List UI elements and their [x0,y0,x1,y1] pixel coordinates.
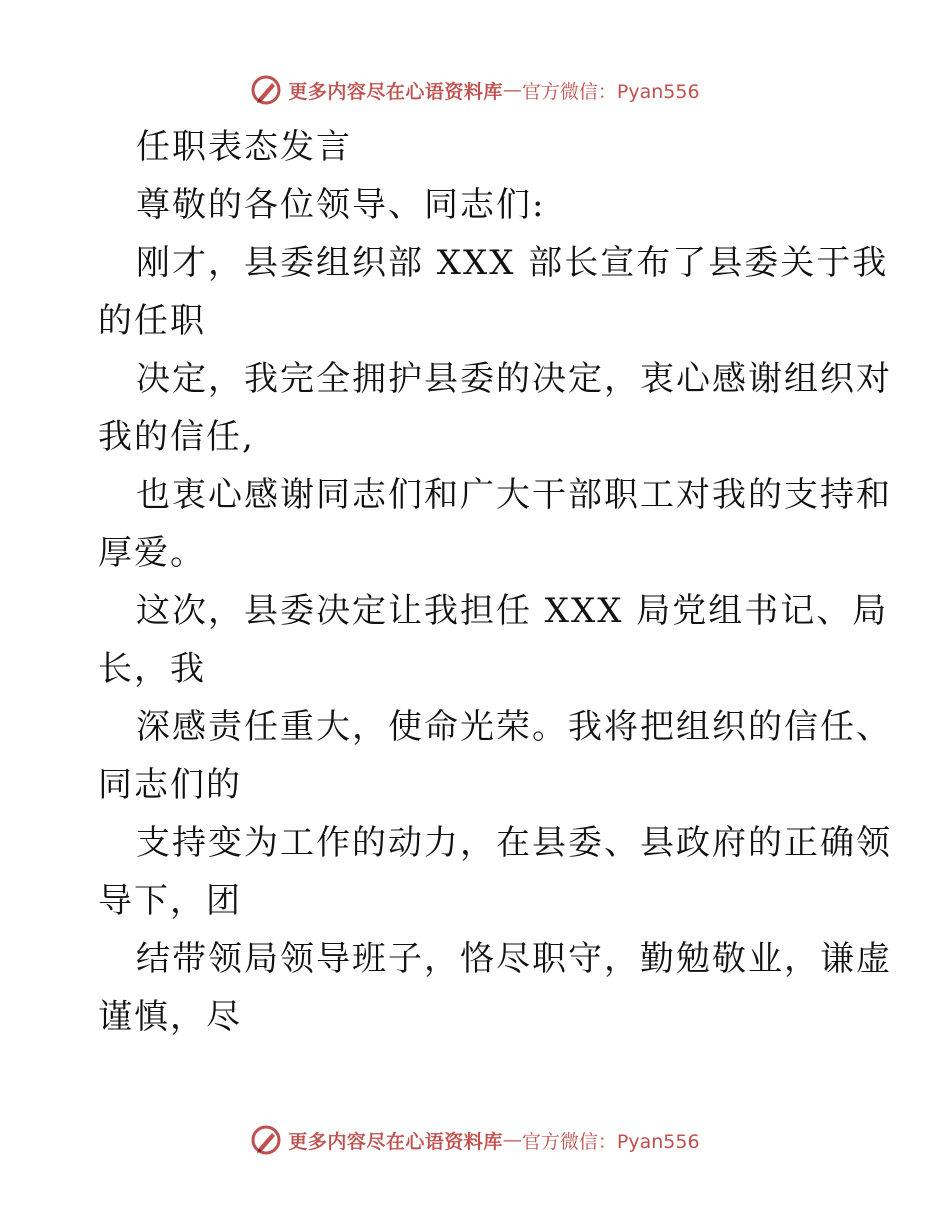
doc-title: 任职表态发言 [136,127,352,167]
doc-line: 的任职 [98,301,206,341]
doc-line: 同志们的 [98,765,242,805]
banner-wechat-text: 官方微信：Pyan556 [521,80,700,103]
doc-line: 谨慎，尽 [98,997,242,1037]
doc-line: 厚爱。 [98,533,206,573]
banner-main-text: 更多内容尽在心语资料库 [288,1130,503,1153]
banner-main-text: 更多内容尽在心语资料库 [288,80,503,103]
pen-logo-icon [250,1124,282,1156]
doc-line: 结带领局领导班子，恪尽职守，勤勉敬业，谦虚 [136,939,892,979]
doc-salutation: 尊敬的各位领导、同志们: [136,185,546,225]
banner-separator: — [502,1129,522,1151]
doc-line: 导下，团 [98,881,242,921]
doc-line: 决定，我完全拥护县委的决定，衷心感谢组织对 [136,359,892,399]
doc-line: 深感责任重大，使命光荣。我将把组织的信任、 [136,707,892,747]
banner-separator: — [502,79,522,101]
doc-line: 刚才，县委组织部 XXX 部长宣布了县委关于我 [136,243,889,283]
doc-line: 长，我 [98,649,206,689]
banner-wechat-text: 官方微信：Pyan556 [521,1130,700,1153]
doc-line: 支持变为工作的动力，在县委、县政府的正确领 [136,823,892,863]
doc-line: 也衷心感谢同志们和广大干部职工对我的支持和 [136,475,892,515]
doc-line: 我的信任, [98,417,255,457]
pen-logo-icon [250,74,282,106]
header-banner [0,70,950,110]
footer-banner [0,1120,950,1160]
doc-line: 这次，县委决定让我担任 XXX 局党组书记、局 [136,591,889,631]
